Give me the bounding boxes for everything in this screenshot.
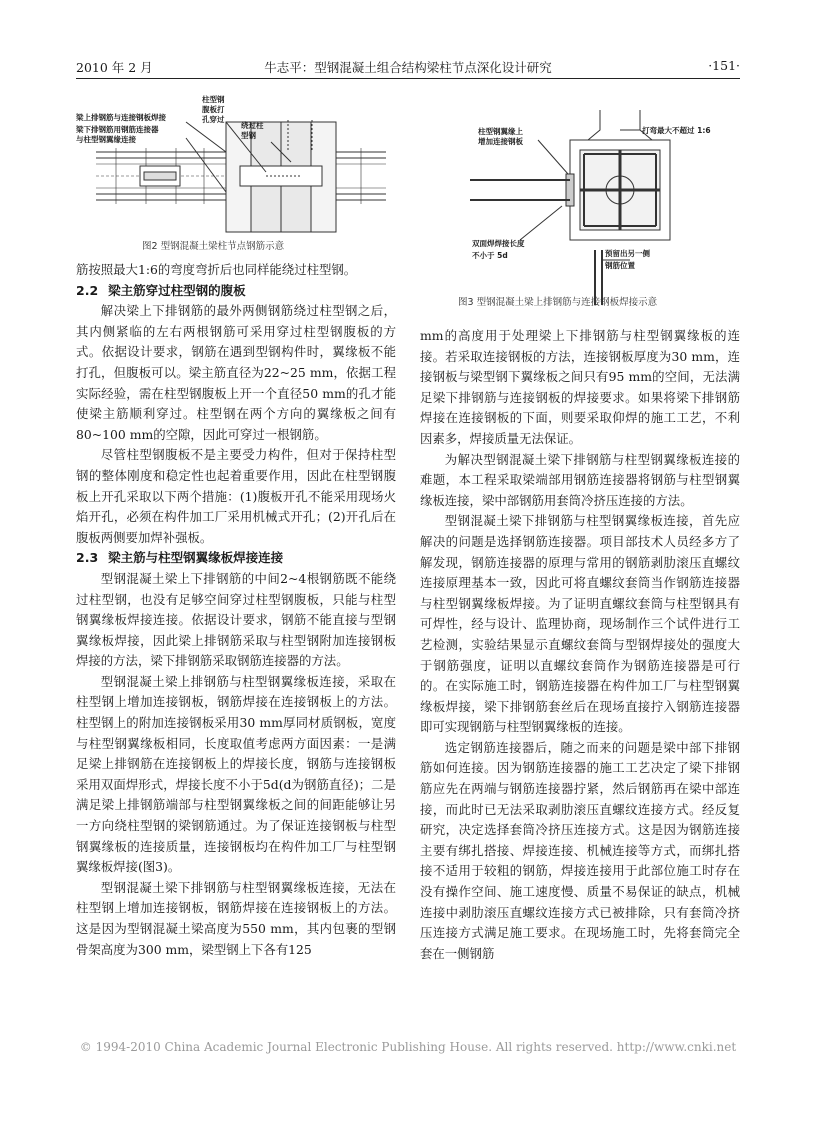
fig3-label-reserve-1: 预留出另一侧: [605, 249, 650, 258]
figure-2-drawing: [76, 92, 398, 254]
fig2-label-bypass-1: 绕过柱: [241, 121, 264, 130]
fig2-label-lower-1: 梁下排钢筋用钢筋连接器: [76, 125, 159, 134]
fig2-label-web-2: 腹板打: [202, 105, 225, 114]
fig3-label-bend: 打弯最大不超过 1:6: [642, 126, 711, 135]
fig2-label-web-1: 柱型钢: [202, 95, 225, 104]
fig2-label-lower-2: 与柱型钢翼缘连接: [76, 135, 136, 144]
section-title: 梁主筋穿过柱型钢的腹板: [108, 282, 246, 298]
paragraph-continued: mm的高度用于处理梁上下排钢筋与柱型钢翼缘板的连接。若采取连接钢板的方法，连接钢板厚度为30 mm，连接钢板与梁型钢下翼缘板之间只有95 mm的空间，无法满足梁下排钢筋与连接钢板的焊接要求。如果将梁下排钢筋焊接在连接钢板的下面，则要采取仰焊的施工工艺，不利因素多，焊接质量无法保证。: [420, 328, 740, 446]
section-heading-2-2: [76, 281, 396, 302]
section-heading-2-3: [76, 548, 396, 569]
fig2-label-bypass-2: 型钢: [241, 131, 256, 140]
paragraph: 型钢混凝土梁下排钢筋与柱型钢翼缘板连接，无法在柱型钢上增加连接钢板，钢筋焊接在连接钢板上的方法。这是因为型钢混凝土梁高度为550 mm，其内包裹的型钢骨架高度为300 mm，梁型钢上下各有125: [76, 879, 396, 957]
paragraph: 尽管柱型钢腹板不是主要受力构件，但对于保持柱型钢的整体刚度和稳定性也起着重要作用，因此在柱型钢腹板上开孔采取以下两个措施：(1)腹板开孔不能采用现场火焰开孔，必须在构件加工厂采用机械式开孔；(2)开孔后在腹板两侧要加焊补强板。: [76, 447, 396, 545]
paragraph: 解决梁上下排钢筋的最外两侧钢筋绕过柱型钢之后，其内侧紧临的左右两根钢筋可采用穿过柱型钢腹板的方式。依据设计要求，钢筋在遇到型钢构件时，翼缘板不能打孔，但腹板可以。梁主筋直径为22~25 mm，依据工程实际经验，需在柱型钢腹板上开一个直径50 mm的孔才能使梁主筋顺利穿过。柱型钢在两个方向的翼缘板之间有80~100 mm的空隙，因此可穿过一根钢筋。: [76, 303, 396, 442]
header-title: 牛志平：型钢混凝土组合结构梁柱节点深化设计研究: [264, 60, 552, 75]
section-number: 2.3: [76, 550, 99, 566]
header-page-number: ·151·: [708, 58, 740, 73]
figure-3-drawing: [470, 110, 740, 310]
fig2-label-upper: 梁上排钢筋与连接钢板焊接: [76, 113, 166, 122]
paragraph: 型钢混凝土梁上排钢筋与柱型钢翼缘板连接，采取在柱型钢上增加连接钢板，钢筋焊接在连接钢板上的方法。柱型钢上的附加连接钢板采用30 mm厚同材质钢板，宽度与柱型钢翼缘板相同，长度取值考虑两方面因素：一是满足梁上排钢筋在连接钢板上的焊接长度，钢筋与连接钢板采用双面焊形式，焊接长度不小于5d(d为钢筋直径)；二是满足梁上排钢筋端部与柱型钢翼缘板之间的间距能够让另一方向绕柱型钢的梁钢筋通过。为了保证连接钢板与柱型钢翼缘板的连接质量，连接钢板均在构件加工厂与柱型钢翼缘板焊接(图3)。: [76, 673, 396, 875]
fig3-label-weld-2: 不小于 5d: [472, 251, 508, 260]
paragraph: 选定钢筋连接器后，随之而来的问题是梁中部下排钢筋如何连接。因为钢筋连接器的施工工艺决定了梁下排钢筋应先在两端与钢筋连接器拧紧，然后钢筋再在梁中部连接，而此时已无法采取剥肋滚压直螺纹连接方式。经反复研究，决定选择套筒冷挤压连接方式。这是因为钢筋连接主要有绑扎搭接、焊接连接、机械连接等方式，而绑扎搭接不适用于较粗的钢筋，焊接连接用于此部位施工时存在没有操作空间、施工速度慢、质量不易保证的缺点，机械连接中剥肋滚压直螺纹连接方式已被排除，只有套筒冷挤压连接方式满足施工要求。在现场施工时，先将套筒完全套在一侧钢筋: [420, 739, 740, 961]
header-date: 2010 年 2 月: [76, 60, 153, 75]
figure-3: [470, 110, 740, 310]
fig3-label-plate-2: 增加连接钢板: [478, 137, 523, 146]
left-column: [76, 260, 396, 960]
right-column: [420, 326, 740, 964]
figure-3-caption: 图3 型钢混凝土梁上排钢筋与连接钢板焊接示意: [458, 297, 658, 308]
running-header: [76, 58, 740, 79]
section-title: 梁主筋与柱型钢翼缘板焊接连接: [108, 550, 284, 566]
copyright-footer: © 1994-2010 China Academic Journal Electronic Publishing House. All rights reserved. http://www.cnki.net: [79, 1040, 737, 1054]
section-number: 2.2: [76, 282, 99, 298]
figure-2: [76, 92, 398, 254]
paragraph: 为解决型钢混凝土梁下排钢筋与柱型钢翼缘板连接的难题，本工程采取梁端部用钢筋连接器将钢筋与柱型钢翼缘板连接，梁中部钢筋用套筒冷挤压连接的方法。: [420, 451, 740, 508]
fig3-label-plate-1: 柱型钢翼缘上: [478, 127, 523, 136]
paragraph: 型钢混凝土梁下排钢筋与柱型钢翼缘板连接，首先应解决的问题是选择钢筋连接器。项目部技术人员经多方了解发现，钢筋连接器的原理与常用的钢筋剥肋滚压直螺纹连接原理基本一致，因此可将直螺纹套筒当作钢筋连接器与柱型钢翼缘板焊接。为了证明直螺纹套筒与柱型钢具有可焊性，经与设计、监理协商，现场制作三个试件进行工艺检测，实验结果显示直螺纹套筒与型钢焊接处的强度大于钢筋强度，证明以直螺纹套筒作为钢筋连接器是可行的。在实际施工时，钢筋连接器在构件加工厂与柱型钢翼缘板焊接，梁下排钢筋套丝后在现场直接拧入钢筋连接器即可实现钢筋与柱型钢翼缘板的连接。: [420, 513, 740, 735]
paragraph-continued: 筋按照最大1:6的弯度弯折后也同样能绕过柱型钢。: [76, 262, 357, 277]
fig2-label-web-3: 孔穿过: [202, 115, 225, 124]
figure-2-caption: 图2 型钢混凝土梁柱节点钢筋示意: [142, 241, 285, 252]
fig3-label-weld-1: 双面焊焊接长度: [472, 239, 525, 248]
paragraph: 型钢混凝土梁上下排钢筋的中间2~4根钢筋既不能绕过柱型钢，也没有足够空间穿过柱型钢腹板，只能与柱型钢翼缘板焊接连接。依据设计要求，钢筋不能直接与型钢翼缘板焊接，因此梁上排钢筋采取与柱型钢附加连接钢板焊接的方法，梁下排钢筋采取钢筋连接器的方法。: [76, 570, 396, 669]
fig3-label-reserve-2: 钢筋位置: [605, 261, 635, 270]
